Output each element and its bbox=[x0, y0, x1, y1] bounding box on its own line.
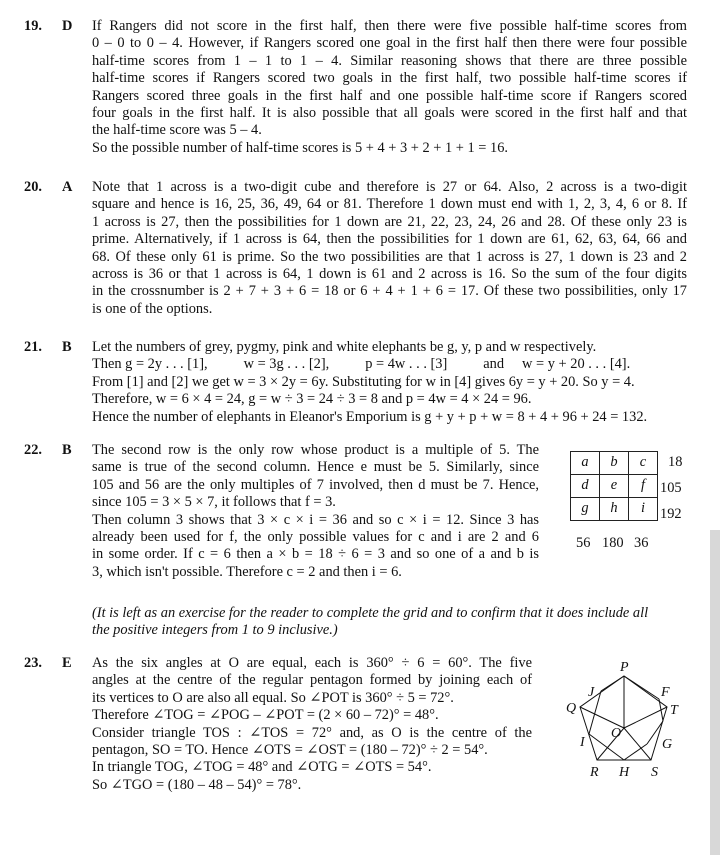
solution-answer: B bbox=[62, 442, 72, 458]
solution-answer: D bbox=[62, 18, 73, 34]
solution-line: four goals in the first half. It is also possible that all goals were scored in the first half and that bbox=[92, 105, 687, 122]
vertex-label: I bbox=[580, 735, 585, 750]
solution-number: 20. bbox=[24, 179, 42, 195]
vertex-label: G bbox=[662, 737, 673, 752]
grid-cell: h bbox=[600, 498, 629, 521]
solution-line: same is true of the second column. Hence e must be 5. Similarly, since bbox=[92, 459, 539, 476]
solution-line: prime. Alternatively, if 1 across is 64, then the possibilities for 1 down are 61, 62, 63, 64, 66 and bbox=[92, 231, 687, 248]
solution-number: 23. bbox=[24, 655, 42, 671]
note-line: the positive integers from 1 to 9 inclusive.) bbox=[92, 622, 338, 639]
solution-line: angles at the centre of the regular pentagon formed by joining each of bbox=[92, 672, 532, 689]
product-grid bbox=[570, 451, 710, 561]
grid-cell: i bbox=[629, 498, 658, 521]
solution-body bbox=[92, 339, 687, 426]
solution-line: already been used for f, the only possible values for c and i are 2 and 6 bbox=[92, 529, 539, 546]
solution-line: As the six angles at O are equal, each is 360° ÷ 6 = 60°. The five bbox=[92, 655, 532, 671]
row-product: 192 bbox=[660, 506, 682, 522]
solution-line: Note that 1 across is a two-digit cube and therefore is 27 or 64. Also, 2 across is a two-digit bbox=[92, 179, 687, 195]
vertex-label: Q bbox=[566, 701, 577, 716]
exercise-note bbox=[92, 605, 692, 640]
solution-number: 21. bbox=[24, 339, 42, 355]
solution-line: half-time scores from 1 – 1 to 1 – 4. Similar reasoning shows that there are three possible bbox=[92, 52, 687, 69]
radius-line bbox=[580, 707, 624, 728]
solution-line: If Rangers did not score in the first half, then there were five possible half-time scores from bbox=[92, 18, 687, 34]
grid-cell: c bbox=[629, 452, 658, 475]
vertex-label: R bbox=[590, 765, 599, 780]
solution-answer: A bbox=[62, 179, 73, 195]
solution-body bbox=[92, 442, 539, 581]
vertex-label: F bbox=[661, 685, 670, 700]
solution-line: 0 – 0 to 0 – 4. However, if Rangers scored one goal in the first half then there were four possible bbox=[92, 35, 687, 52]
solution-line: 105 and 56 are the only multiples of 7 involved, then d must be 7. Hence, bbox=[92, 476, 539, 493]
vertex-label: O bbox=[611, 726, 622, 741]
solution-line: square and hence is 16, 25, 36, 49, 64 or 81. Therefore 1 down must end with 1, 2, 3, 4, 6 or 8. If bbox=[92, 196, 687, 213]
solution-line: From [1] and [2] we get w = 3 × 2y = 6y. Substituting for w in [4] gives 6y = y + 20. So y = 4. bbox=[92, 373, 635, 390]
solution-body bbox=[92, 179, 687, 318]
solution-line: So ∠TGO = (180 – 48 – 54)° = 78°. bbox=[92, 776, 302, 793]
solution-line: half-time scores if Rangers scored two goals in the first half, two possible half-time scores if bbox=[92, 70, 687, 87]
vertex-label: S bbox=[651, 765, 658, 780]
scrollbar[interactable] bbox=[710, 530, 720, 855]
grid-table bbox=[570, 451, 658, 521]
vertex-label: T bbox=[670, 703, 678, 718]
solution-line: In triangle TOG, ∠TOG = 48° and ∠OTG = ∠OTS = 54°. bbox=[92, 759, 432, 776]
solution-answer: E bbox=[62, 655, 72, 671]
hexagon-line bbox=[647, 721, 663, 744]
vertex-label: P bbox=[620, 660, 629, 675]
hexagon-line bbox=[601, 676, 624, 691]
vertex-label: H bbox=[619, 765, 630, 780]
solution-line: across is 36 or that 1 across is 64, 1 down is 61 and 2 across is 16. So the sum of the four digits bbox=[92, 266, 687, 283]
solution-line: the half-time score was 5 – 4. bbox=[92, 122, 262, 139]
solution-line: Then g = 2y . . . [1], w = 3g . . . [2], p = 4w . . . [3] and w = y + 20 . . . [4]. bbox=[92, 356, 631, 373]
solution-answer: B bbox=[62, 339, 72, 355]
solution-line: 68. Of these only 61 is prime. So the two possibilities are that 1 across is 27, 1 down is 23 and 2 bbox=[92, 248, 687, 265]
solution-line: Therefore, w = 6 × 4 = 24, g = w ÷ 3 = 24 ÷ 3 = 8 and p = 4w = 4 × 24 = 96. bbox=[92, 391, 532, 408]
grid-cell: e bbox=[600, 475, 629, 498]
solution-line: 1 across is 27, then the possibilities for 1 down are 21, 22, 23, 24, 26 and 28. Of these only 23 is bbox=[92, 213, 687, 230]
solution-line: Hence the number of elephants in Eleanor's Emporium is g + y + p + w = 8 + 4 + 96 + 24 = 132. bbox=[92, 408, 648, 425]
solution-line: since 105 = 3 × 5 × 7, it follows that f = 3. bbox=[92, 494, 336, 511]
solution-number: 19. bbox=[24, 18, 42, 34]
grid-cell: d bbox=[571, 475, 600, 498]
note-line: (It is left as an exercise for the reader to complete the grid and to confirm that it does include all bbox=[92, 605, 649, 621]
hexagon-line bbox=[624, 676, 659, 699]
solution-line: in some order. If c = 6 then a × b = 18 ÷ 6 = 3 and so one of a and b is bbox=[92, 546, 539, 563]
column-product: 36 bbox=[634, 535, 649, 551]
row-product: 18 bbox=[668, 454, 683, 470]
solution-line: The second row is the only row whose product is a multiple of 5. The bbox=[92, 442, 539, 458]
row-product: 105 bbox=[660, 480, 682, 496]
solution-line: Then column 3 shows that 3 × c × i = 36 and so c × i = 12. Since 3 has bbox=[92, 511, 539, 528]
solution-body bbox=[92, 18, 687, 157]
solution-line: is one of the options. bbox=[92, 300, 213, 317]
grid-cell: g bbox=[571, 498, 600, 521]
solution-line: Rangers scored three goals in the first half and one possible half-time score if Rangers scored bbox=[92, 87, 687, 104]
hexagon-line bbox=[624, 744, 647, 760]
solution-line: its vertices to O are also all equal. So ∠POT is 360° ÷ 5 = 72°. bbox=[92, 689, 454, 706]
grid-cell: f bbox=[629, 475, 658, 498]
solution-line: 3, which isn't possible. Therefore c = 2 and then i = 6. bbox=[92, 563, 402, 580]
column-product: 180 bbox=[602, 535, 624, 551]
grid-cell: a bbox=[571, 452, 600, 475]
solution-line: So the possible number of half-time scores is 5 + 4 + 3 + 2 + 1 + 1 = 16. bbox=[92, 139, 509, 156]
solution-line: Therefore ∠TOG = ∠POG – ∠POT = (2 × 60 – 72)° = 48°. bbox=[92, 707, 439, 724]
solution-line: Consider triangle TOS : ∠TOS = 72° and, as O is the centre of the bbox=[92, 724, 532, 741]
solution-line: pentagon, SO = TO. Hence ∠OTS = ∠OST = (180 – 72)° ÷ 2 = 54°. bbox=[92, 742, 488, 759]
pentagon-diagram bbox=[556, 656, 696, 786]
solution-number: 22. bbox=[24, 442, 42, 458]
solution-line: in the crossnumber is 2 + 7 + 3 + 6 = 18 or 6 + 4 + 1 + 6 = 17. Of these two possibilities, only 17 bbox=[92, 283, 687, 300]
solution-line: Let the numbers of grey, pygmy, pink and white elephants be g, y, p and w respectively. bbox=[92, 339, 597, 355]
grid-cell: b bbox=[600, 452, 629, 475]
column-product: 56 bbox=[576, 535, 591, 551]
vertex-label: J bbox=[588, 685, 595, 700]
solution-body bbox=[92, 655, 532, 794]
